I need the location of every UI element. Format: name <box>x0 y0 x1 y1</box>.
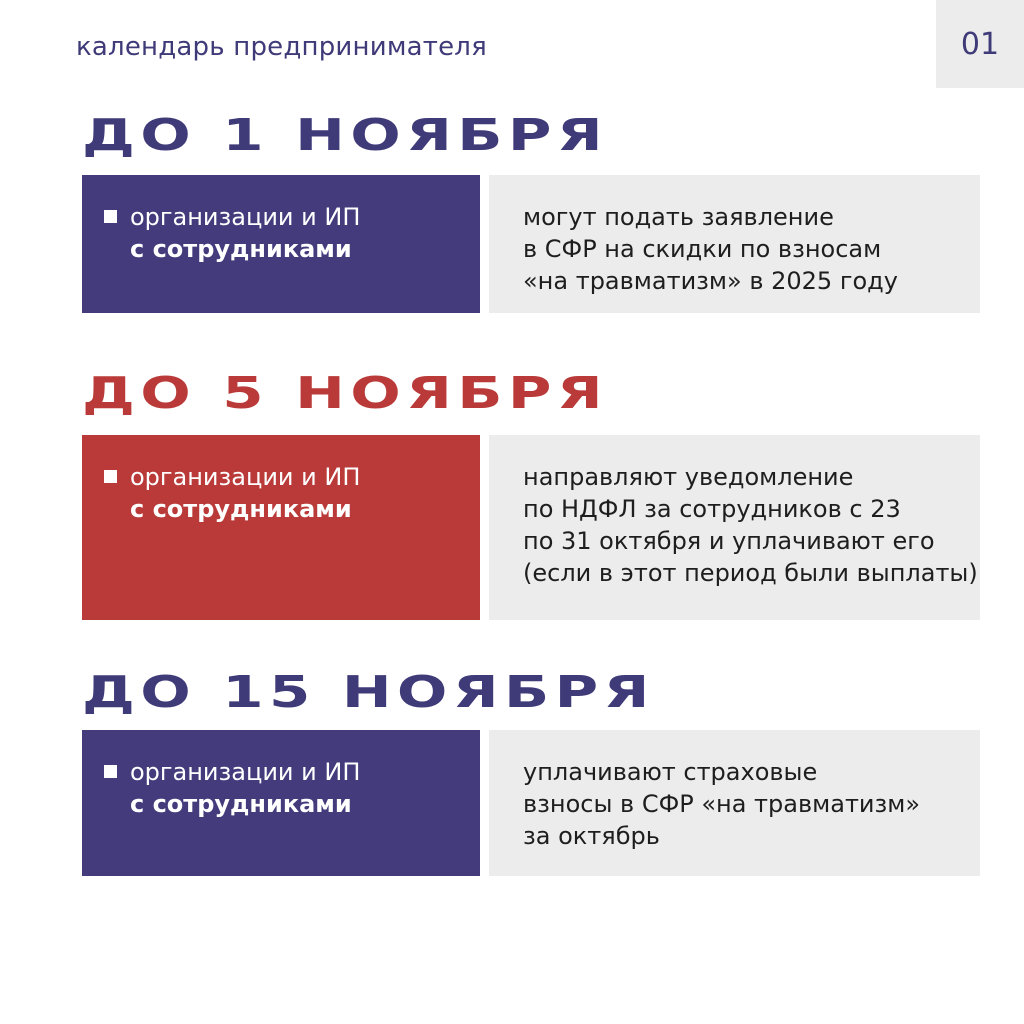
who-line-3: организации и ИП <box>130 758 361 786</box>
page-header-title: календарь предпринимателя <box>76 32 487 62</box>
bullet-square-icon <box>104 210 117 223</box>
who-panel-2 <box>82 435 480 620</box>
bullet-square-icon <box>104 470 117 483</box>
what-panel-1: могут подать заявление в СФР на скидки по взносам «на травматизм» в 2025 году <box>489 175 980 313</box>
bullet-square-icon <box>104 765 117 778</box>
deadline-heading-1: ДО 1 НОЯБРЯ <box>82 110 608 161</box>
who-line-bold-1: с сотрудниками <box>130 235 352 263</box>
page-number: 01 <box>960 26 1000 62</box>
who-line-1: организации и ИП <box>130 203 361 231</box>
who-line-bold-2: с сотрудниками <box>130 495 352 523</box>
deadline-heading-3: ДО 15 НОЯБРЯ <box>82 667 655 718</box>
deadline-row-3 <box>82 730 980 876</box>
deadline-heading-2: ДО 5 НОЯБРЯ <box>82 368 608 419</box>
who-line-2: организации и ИП <box>130 463 361 491</box>
who-text-2 <box>130 461 360 525</box>
who-line-bold-3: с сотрудниками <box>130 790 352 818</box>
who-text-1 <box>130 201 360 265</box>
who-text-3 <box>130 756 360 820</box>
page-number-box <box>936 0 1024 88</box>
deadline-row-1 <box>82 175 980 313</box>
what-panel-2: направляют уведомление по НДФЛ за сотрудников с 23 по 31 октября и уплачивают его (если в этот период были выплаты) <box>489 435 980 620</box>
who-panel-3 <box>82 730 480 876</box>
who-panel-1 <box>82 175 480 313</box>
deadline-row-2 <box>82 435 980 620</box>
what-panel-3: уплачивают страховые взносы в СФР «на травматизм» за октябрь <box>489 730 980 876</box>
